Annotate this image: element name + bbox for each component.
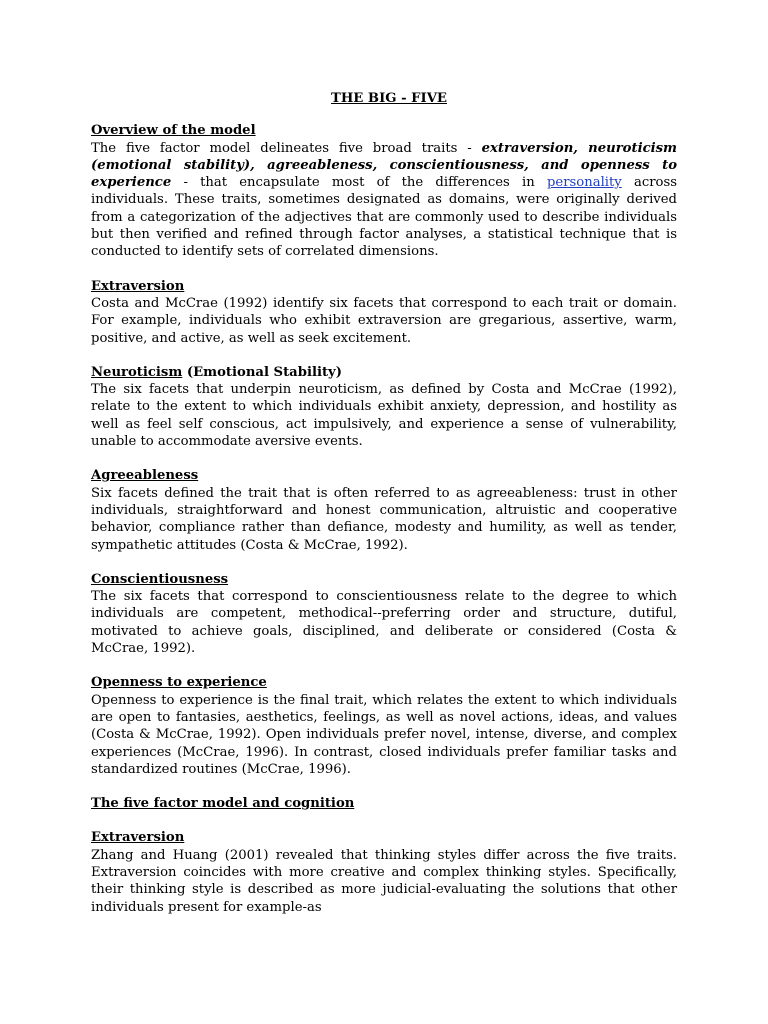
- neuroticism-heading-line: [91, 364, 677, 381]
- neuroticism-heading-suffix: (Emotional Stability): [182, 364, 342, 380]
- cognition-heading: The five factor model and cognition: [91, 796, 355, 812]
- cognition-section: [91, 795, 677, 812]
- agreeableness-paragraph: Six facets defined the trait that is often referred to as agreeableness: trust in other individuals, straightforward and honest communication, altruistic and cooperative behavior, compliance rather than defiance, modesty and humility, as well as tender, sympathetic attitudes (Costa & McCrae, 1992).: [91, 485, 677, 553]
- extraversion-paragraph: Costa and McCrae (1992) identify six facets that correspond to each trait or domain. For example, individuals who exhibit extraversion are gregarious, assertive, warm, positive, and active, as well as seek excitement.: [91, 295, 677, 346]
- extraversion-section: [91, 278, 677, 347]
- agreeableness-heading: Agreeableness: [91, 468, 199, 484]
- overview-traits: extraversion, neuroticism (emotional stability), agreeableness, conscientiousness, and openness to experience: [91, 140, 677, 191]
- conscientiousness-section: [91, 571, 677, 657]
- extraversion-cognition-paragraph: Zhang and Huang (2001) revealed that thinking styles differ across the five traits. Extraversion coincides with more creative and complex thinking styles. Specifically, their thinking style is described as more judicial-evaluating the solutions that other individuals present for example-as: [91, 847, 677, 915]
- overview-text-1: The five factor model delineates five broad traits -: [91, 140, 482, 156]
- extraversion-cognition-section: [91, 829, 677, 915]
- agreeableness-section: [91, 467, 677, 553]
- extraversion-cognition-heading: Extraversion: [91, 830, 185, 846]
- overview-paragraph: [91, 140, 677, 261]
- neuroticism-paragraph: The six facets that underpin neuroticism, as defined by Costa and McCrae (1992), relate to the extent to which individuals exhibit anxiety, depression, and hostility as well as feel self conscious, act impulsively, and experience a sense of vulnerability, unable to accommodate aversive events.: [91, 382, 677, 450]
- overview-section: [91, 122, 677, 260]
- conscientiousness-heading: Conscientiousness: [91, 571, 229, 587]
- document-page: [91, 90, 677, 933]
- openness-section: [91, 674, 677, 778]
- neuroticism-section: [91, 364, 677, 450]
- overview-heading: Overview of the model: [91, 123, 256, 139]
- overview-text-3: across individuals. These traits, sometimes designated as domains, were originally derived from a categorization of the adjectives that are commonly used to describe individuals but then verified and refined through factor analyses, a statistical technique that is conducted to identify sets of correlated dimensions.: [91, 175, 677, 260]
- conscientiousness-paragraph: The six facets that correspond to conscientiousness relate to the degree to which individuals are competent, methodical--preferring order and structure, dutiful, motivated to achieve goals, disciplined, and deliberate or considered (Costa & McCrae, 1992).: [91, 589, 677, 657]
- openness-heading: Openness to experience: [91, 675, 267, 691]
- overview-text-2: - that encapsulate most of the differences in: [171, 175, 547, 191]
- extraversion-heading: Extraversion: [91, 278, 185, 294]
- document-title: THE BIG - FIVE: [331, 91, 447, 106]
- personality-link[interactable]: personality: [546, 175, 622, 191]
- openness-paragraph: Openness to experience is the final trait, which relates the extent to which individuals are open to fantasies, aesthetics, feelings, as well as novel actions, ideas, and values (Costa & McCrae, 1992). Open individuals prefer novel, intense, diverse, and complex experiences (McCrae, 1996). In contrast, closed individuals prefer familiar tasks and standardized routines (McCrae, 1996).: [91, 692, 677, 777]
- neuroticism-heading: Neuroticism: [91, 364, 183, 380]
